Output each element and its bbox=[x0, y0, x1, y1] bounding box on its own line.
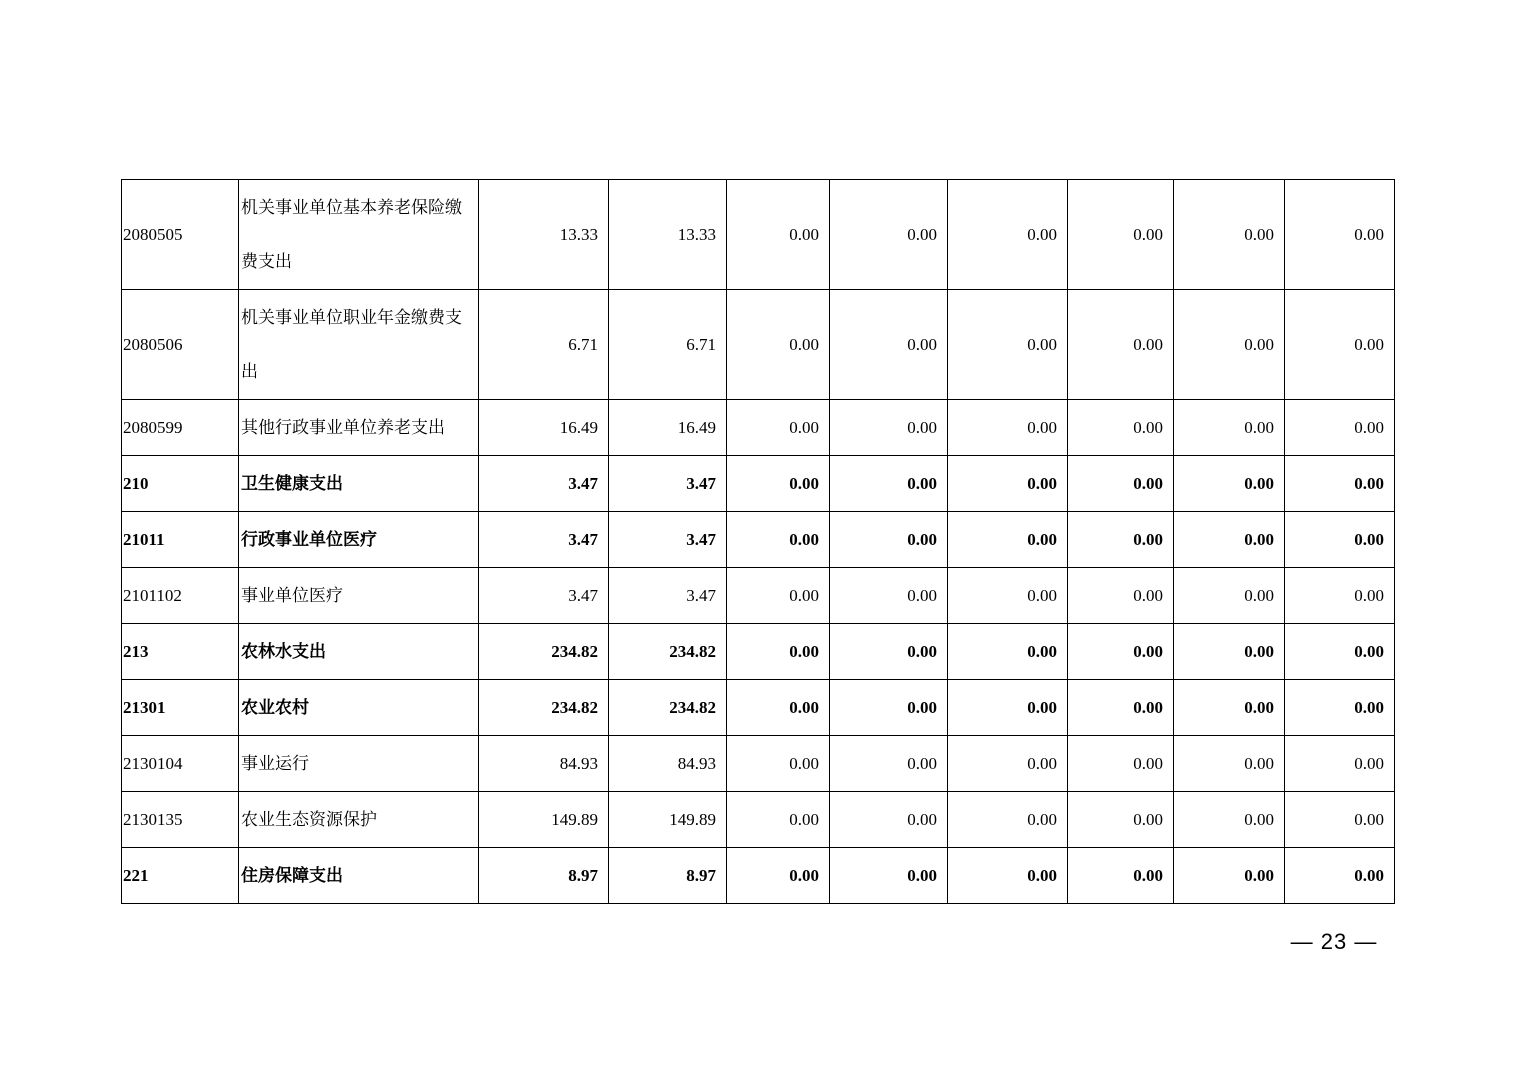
amount-cell: 0.00 bbox=[1068, 456, 1174, 512]
amount-cell: 0.00 bbox=[1174, 456, 1285, 512]
table-row bbox=[122, 736, 1395, 792]
amount-cell: 149.89 bbox=[479, 792, 609, 848]
amount-cell: 0.00 bbox=[830, 290, 948, 400]
amount-cell: 0.00 bbox=[1285, 736, 1395, 792]
amount-cell: 0.00 bbox=[830, 512, 948, 568]
amount-cell: 0.00 bbox=[1068, 792, 1174, 848]
table-body bbox=[122, 180, 1395, 904]
account-code-cell: 2080505 bbox=[122, 180, 239, 290]
account-code-cell: 2101102 bbox=[122, 568, 239, 624]
amount-cell: 6.71 bbox=[609, 290, 727, 400]
account-name-cell: 卫生健康支出 bbox=[239, 456, 479, 512]
amount-cell: 0.00 bbox=[948, 624, 1068, 680]
amount-cell: 0.00 bbox=[1285, 680, 1395, 736]
amount-cell: 0.00 bbox=[948, 456, 1068, 512]
account-code-cell: 210 bbox=[122, 456, 239, 512]
table-row bbox=[122, 290, 1395, 400]
amount-cell: 0.00 bbox=[830, 400, 948, 456]
amount-cell: 0.00 bbox=[1174, 400, 1285, 456]
account-code-cell: 2130135 bbox=[122, 792, 239, 848]
account-name-cell: 机关事业单位职业年金缴费支出 bbox=[239, 290, 479, 400]
amount-cell: 0.00 bbox=[1174, 290, 1285, 400]
account-name-cell: 机关事业单位基本养老保险缴费支出 bbox=[239, 180, 479, 290]
account-code-cell: 221 bbox=[122, 848, 239, 904]
amount-cell: 0.00 bbox=[1068, 624, 1174, 680]
amount-cell: 0.00 bbox=[1285, 512, 1395, 568]
amount-cell: 3.47 bbox=[479, 512, 609, 568]
amount-cell: 0.00 bbox=[830, 848, 948, 904]
amount-cell: 0.00 bbox=[727, 736, 830, 792]
amount-cell: 0.00 bbox=[1285, 400, 1395, 456]
amount-cell: 0.00 bbox=[727, 180, 830, 290]
amount-cell: 0.00 bbox=[948, 400, 1068, 456]
amount-cell: 0.00 bbox=[1174, 568, 1285, 624]
account-name-cell: 行政事业单位医疗 bbox=[239, 512, 479, 568]
table-row bbox=[122, 512, 1395, 568]
amount-cell: 0.00 bbox=[830, 180, 948, 290]
account-name-cell: 事业运行 bbox=[239, 736, 479, 792]
account-code-cell: 21301 bbox=[122, 680, 239, 736]
table-row bbox=[122, 456, 1395, 512]
account-name-cell: 事业单位医疗 bbox=[239, 568, 479, 624]
table-row bbox=[122, 568, 1395, 624]
amount-cell: 234.82 bbox=[479, 680, 609, 736]
amount-cell: 0.00 bbox=[1174, 512, 1285, 568]
amount-cell: 0.00 bbox=[727, 680, 830, 736]
amount-cell: 0.00 bbox=[830, 792, 948, 848]
amount-cell: 0.00 bbox=[1068, 680, 1174, 736]
account-code-cell: 21011 bbox=[122, 512, 239, 568]
amount-cell: 0.00 bbox=[1174, 792, 1285, 848]
amount-cell: 16.49 bbox=[479, 400, 609, 456]
amount-cell: 0.00 bbox=[727, 568, 830, 624]
amount-cell: 0.00 bbox=[1285, 568, 1395, 624]
table-row bbox=[122, 792, 1395, 848]
amount-cell: 0.00 bbox=[948, 180, 1068, 290]
amount-cell: 0.00 bbox=[1068, 290, 1174, 400]
amount-cell: 0.00 bbox=[948, 680, 1068, 736]
amount-cell: 0.00 bbox=[1068, 512, 1174, 568]
amount-cell: 0.00 bbox=[1068, 736, 1174, 792]
amount-cell: 234.82 bbox=[479, 624, 609, 680]
amount-cell: 3.47 bbox=[609, 568, 727, 624]
amount-cell: 0.00 bbox=[1174, 624, 1285, 680]
amount-cell: 0.00 bbox=[1285, 456, 1395, 512]
amount-cell: 84.93 bbox=[609, 736, 727, 792]
amount-cell: 234.82 bbox=[609, 680, 727, 736]
amount-cell: 0.00 bbox=[1174, 680, 1285, 736]
amount-cell: 0.00 bbox=[830, 736, 948, 792]
table-row bbox=[122, 680, 1395, 736]
amount-cell: 0.00 bbox=[948, 290, 1068, 400]
amount-cell: 0.00 bbox=[727, 792, 830, 848]
account-name-cell: 农林水支出 bbox=[239, 624, 479, 680]
budget-table bbox=[121, 179, 1395, 904]
amount-cell: 0.00 bbox=[948, 792, 1068, 848]
amount-cell: 0.00 bbox=[1285, 180, 1395, 290]
account-name-cell: 农业生态资源保护 bbox=[239, 792, 479, 848]
amount-cell: 0.00 bbox=[1068, 180, 1174, 290]
amount-cell: 3.47 bbox=[609, 456, 727, 512]
amount-cell: 0.00 bbox=[830, 680, 948, 736]
amount-cell: 0.00 bbox=[727, 512, 830, 568]
amount-cell: 0.00 bbox=[1174, 180, 1285, 290]
table-row bbox=[122, 848, 1395, 904]
amount-cell: 3.47 bbox=[479, 568, 609, 624]
amount-cell: 0.00 bbox=[727, 290, 830, 400]
table-row bbox=[122, 624, 1395, 680]
amount-cell: 3.47 bbox=[609, 512, 727, 568]
page-number: — 23 — bbox=[1290, 929, 1378, 954]
amount-cell: 0.00 bbox=[948, 848, 1068, 904]
amount-cell: 0.00 bbox=[948, 568, 1068, 624]
account-name-cell: 其他行政事业单位养老支出 bbox=[239, 400, 479, 456]
account-code-cell: 2130104 bbox=[122, 736, 239, 792]
amount-cell: 0.00 bbox=[1068, 400, 1174, 456]
amount-cell: 234.82 bbox=[609, 624, 727, 680]
amount-cell: 0.00 bbox=[727, 456, 830, 512]
amount-cell: 8.97 bbox=[609, 848, 727, 904]
amount-cell: 0.00 bbox=[1285, 848, 1395, 904]
amount-cell: 6.71 bbox=[479, 290, 609, 400]
amount-cell: 0.00 bbox=[1285, 290, 1395, 400]
account-name-cell: 农业农村 bbox=[239, 680, 479, 736]
amount-cell: 13.33 bbox=[609, 180, 727, 290]
amount-cell: 0.00 bbox=[1174, 848, 1285, 904]
amount-cell: 0.00 bbox=[830, 568, 948, 624]
amount-cell: 0.00 bbox=[830, 456, 948, 512]
amount-cell: 149.89 bbox=[609, 792, 727, 848]
amount-cell: 3.47 bbox=[479, 456, 609, 512]
amount-cell: 8.97 bbox=[479, 848, 609, 904]
account-code-cell: 2080599 bbox=[122, 400, 239, 456]
amount-cell: 0.00 bbox=[948, 512, 1068, 568]
account-name-cell: 住房保障支出 bbox=[239, 848, 479, 904]
account-code-cell: 213 bbox=[122, 624, 239, 680]
amount-cell: 0.00 bbox=[948, 736, 1068, 792]
amount-cell: 13.33 bbox=[479, 180, 609, 290]
amount-cell: 0.00 bbox=[1068, 568, 1174, 624]
table-row bbox=[122, 400, 1395, 456]
amount-cell: 0.00 bbox=[830, 624, 948, 680]
amount-cell: 0.00 bbox=[1174, 736, 1285, 792]
amount-cell: 0.00 bbox=[727, 400, 830, 456]
amount-cell: 84.93 bbox=[479, 736, 609, 792]
amount-cell: 16.49 bbox=[609, 400, 727, 456]
amount-cell: 0.00 bbox=[1068, 848, 1174, 904]
table-row bbox=[122, 180, 1395, 290]
amount-cell: 0.00 bbox=[1285, 792, 1395, 848]
account-code-cell: 2080506 bbox=[122, 290, 239, 400]
amount-cell: 0.00 bbox=[1285, 624, 1395, 680]
amount-cell: 0.00 bbox=[727, 624, 830, 680]
amount-cell: 0.00 bbox=[727, 848, 830, 904]
